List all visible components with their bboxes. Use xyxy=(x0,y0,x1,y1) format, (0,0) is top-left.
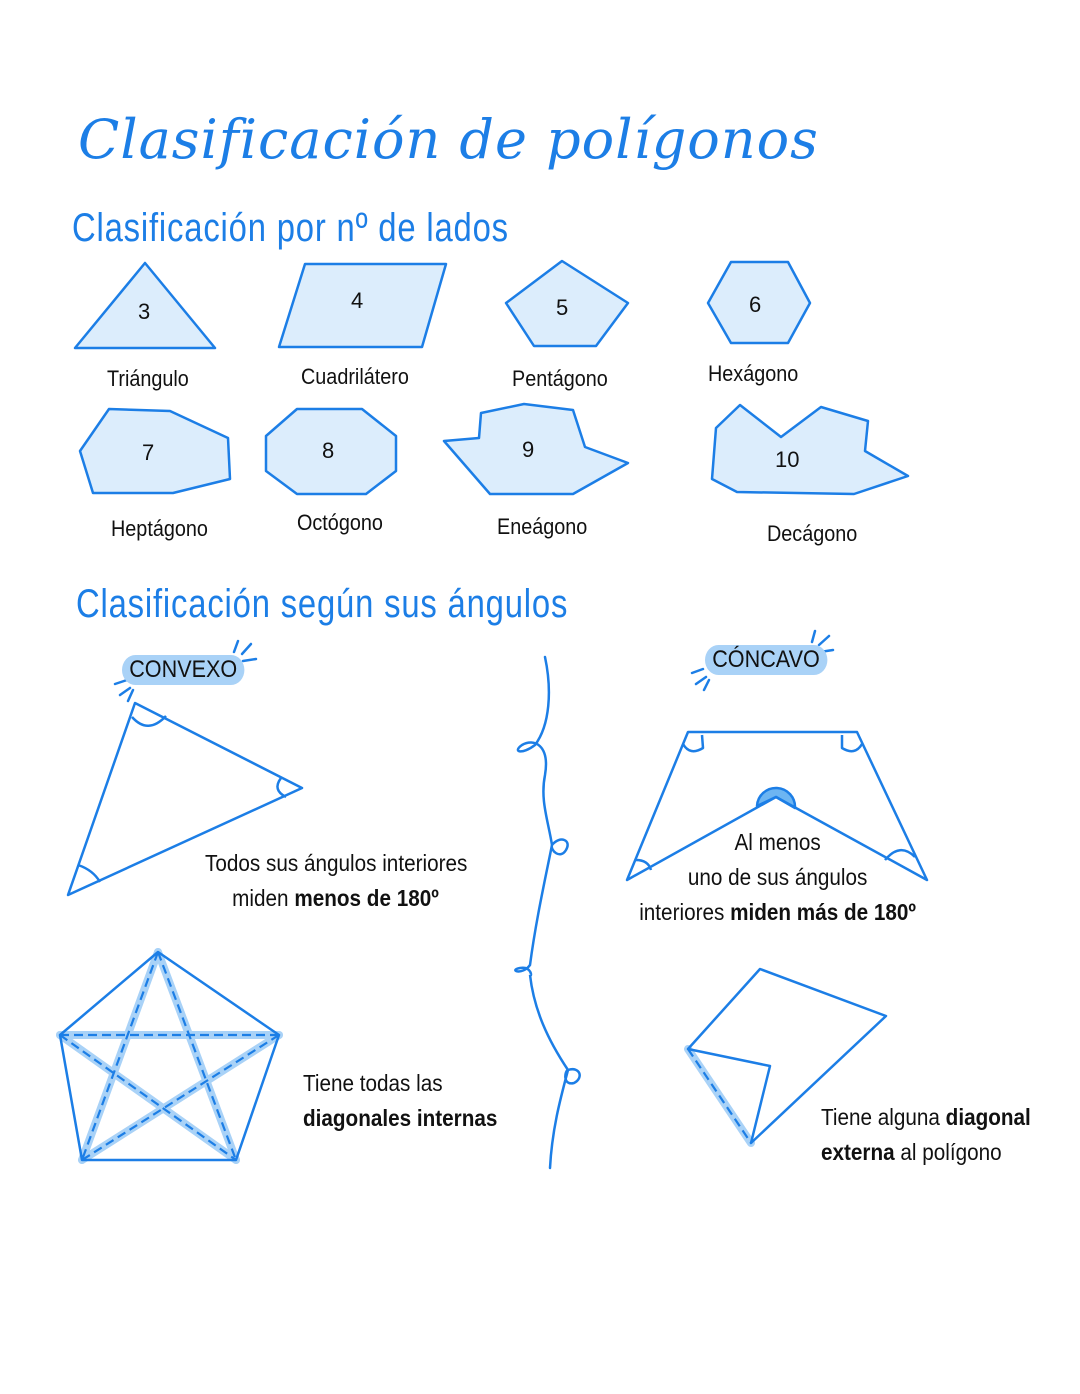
divider-line xyxy=(515,657,579,1168)
polygon-number: 8 xyxy=(322,438,335,463)
polygon-number: 3 xyxy=(138,299,151,324)
concave-diagonals-text: Tiene alguna diagonal externa al polígono xyxy=(821,1104,1031,1165)
polygon-number: 6 xyxy=(749,292,762,317)
convex-diagonals-text: Tiene todas las diagonales internas xyxy=(303,1070,498,1131)
polygon-number: 10 xyxy=(775,447,800,472)
convex-tag: CONVEXO xyxy=(122,655,244,685)
polygon-name: Decágono xyxy=(767,521,858,546)
page-title: Clasificación de polígonos xyxy=(78,108,819,171)
heptagon-shape xyxy=(80,409,230,493)
polygon-name: Heptágono xyxy=(111,516,208,541)
decagon-shape xyxy=(712,405,908,494)
polygon-number: 7 xyxy=(142,440,155,465)
polygon-name: Triángulo xyxy=(107,366,189,391)
polygon-name: Pentágono xyxy=(512,366,608,391)
concave-tag: CÓNCAVO xyxy=(705,645,827,675)
convex-pentagon xyxy=(60,952,279,1160)
convex-angles-text: Todos sus ángulos interiores miden menos de 180º xyxy=(205,850,468,911)
concave-angles-text: Al menos uno de sus ángulos interiores miden más de 180º xyxy=(639,829,916,925)
polygon-name: Hexágono xyxy=(708,361,799,386)
polygon-number: 4 xyxy=(351,288,364,313)
polygon-number: 9 xyxy=(522,437,535,462)
section-heading-sides: Clasificación por nº de lados xyxy=(72,206,509,250)
polygon-number: 5 xyxy=(556,295,569,320)
polygon-name: Cuadrilátero xyxy=(301,364,409,389)
section-heading-angles: Clasificación según sus ángulos xyxy=(76,582,569,626)
polygon-name: Octógono xyxy=(297,510,383,535)
polygon-name: Eneágono xyxy=(497,514,588,539)
nonagon-shape xyxy=(444,404,628,494)
